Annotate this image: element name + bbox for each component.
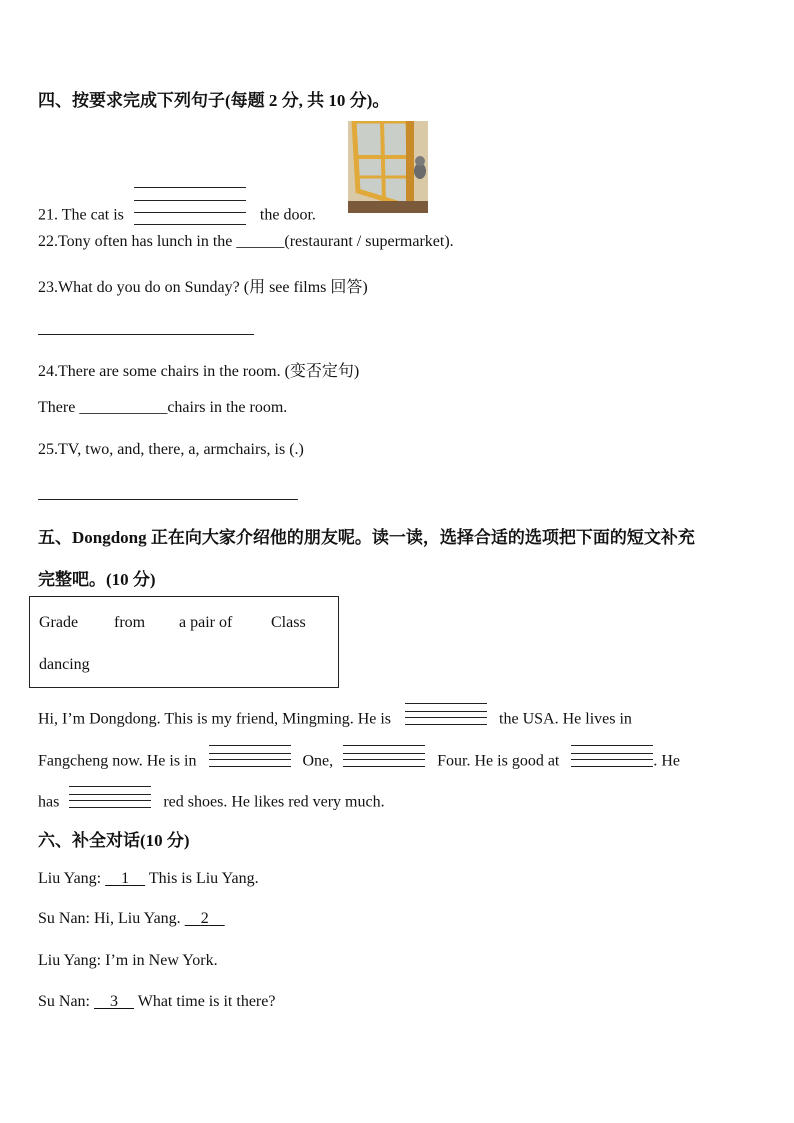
word-a-pair-of: a pair of [179,614,233,631]
passage-blank-4[interactable] [571,745,653,767]
dialogue-line-4 [38,993,275,1011]
speaker-liu-yang: Liu Yang: [38,952,102,969]
passage-blank-1[interactable] [405,703,487,725]
passage-line-3 [38,792,385,814]
passage-blank-3[interactable] [343,745,425,767]
door-with-cat-icon [348,121,428,213]
word-dancing: dancing [39,656,90,673]
word-bank [29,596,339,688]
question-22: 22.Tony often has lunch in the ______(restaurant / supermarket). [38,233,454,250]
speaker-su-nan: Su Nan: [38,993,90,1010]
dialogue-blank-2[interactable]: 2 [200,910,209,927]
passage-line-1 [38,709,632,731]
section4-heading: 四、按要求完成下列句子(每题 2 分, 共 10 分)。 [38,91,390,110]
dialogue-text: What time is it there? [137,993,276,1010]
passage-blank-2[interactable] [209,745,291,767]
section6-heading: 六、补全对话(10 分) [38,831,190,850]
question-25: 25.TV, two, and, there, a, armchairs, is (.) [38,441,304,458]
dialogue-blank-1[interactable]: 1 [121,870,130,887]
q21-prefix: 21. The cat is [38,206,124,224]
question-24: 24.There are some chairs in the room. (变否定句) [38,363,360,380]
passage-text: has [38,793,60,811]
dialogue-text: Hi, Liu Yang. [94,910,181,927]
word-class: Class [271,614,306,631]
q24-suffix: chairs in the room. [167,399,288,416]
speaker-liu-yang: Liu Yang: [38,870,102,887]
dialogue-text: This is Liu Yang. [148,870,259,887]
passage-text: Fangcheng now. He is in [38,752,197,770]
q24-blank[interactable]: ___________ [79,399,168,416]
word-from: from [114,614,146,631]
passage-text: . He [653,752,681,770]
q25-answer-line[interactable] [38,499,298,500]
section5-heading-line2: 完整吧。(10 分) [38,570,156,589]
speaker-su-nan: Su Nan: [38,910,90,927]
section5-heading-line1: 五、Dongdong 正在向大家介绍他的朋友呢。读一读，选择合适的选项把下面的短文补充 [38,528,695,547]
passage-text: Four. He is good at [437,752,560,770]
dialogue-line-1 [38,870,259,888]
passage-text: One, [302,752,334,770]
q21-answer-blank[interactable] [134,187,246,225]
q23-answer-line[interactable] [38,334,254,335]
passage-line-2 [38,751,680,773]
dialogue-line-2 [38,910,225,928]
word-grade: Grade [39,614,79,631]
question-21 [38,197,316,235]
dialogue-blank-3[interactable]: 3 [110,993,118,1010]
q21-suffix: the door. [259,206,316,224]
passage-text: red shoes. He likes red very much. [163,793,385,811]
dialogue-text: I’m in New York. [105,952,218,969]
question-23: 23.What do you do on Sunday? (用 see films 回答) [38,279,368,296]
q24-prefix: There [38,399,76,416]
passage-text: Hi, I’m Dongdong. This is my friend, Mingming. He is [38,710,392,728]
passage-text: the USA. He lives in [499,710,632,728]
passage-blank-5[interactable] [69,786,151,808]
dialogue-line-3 [38,952,218,970]
q24-answer [38,399,287,417]
